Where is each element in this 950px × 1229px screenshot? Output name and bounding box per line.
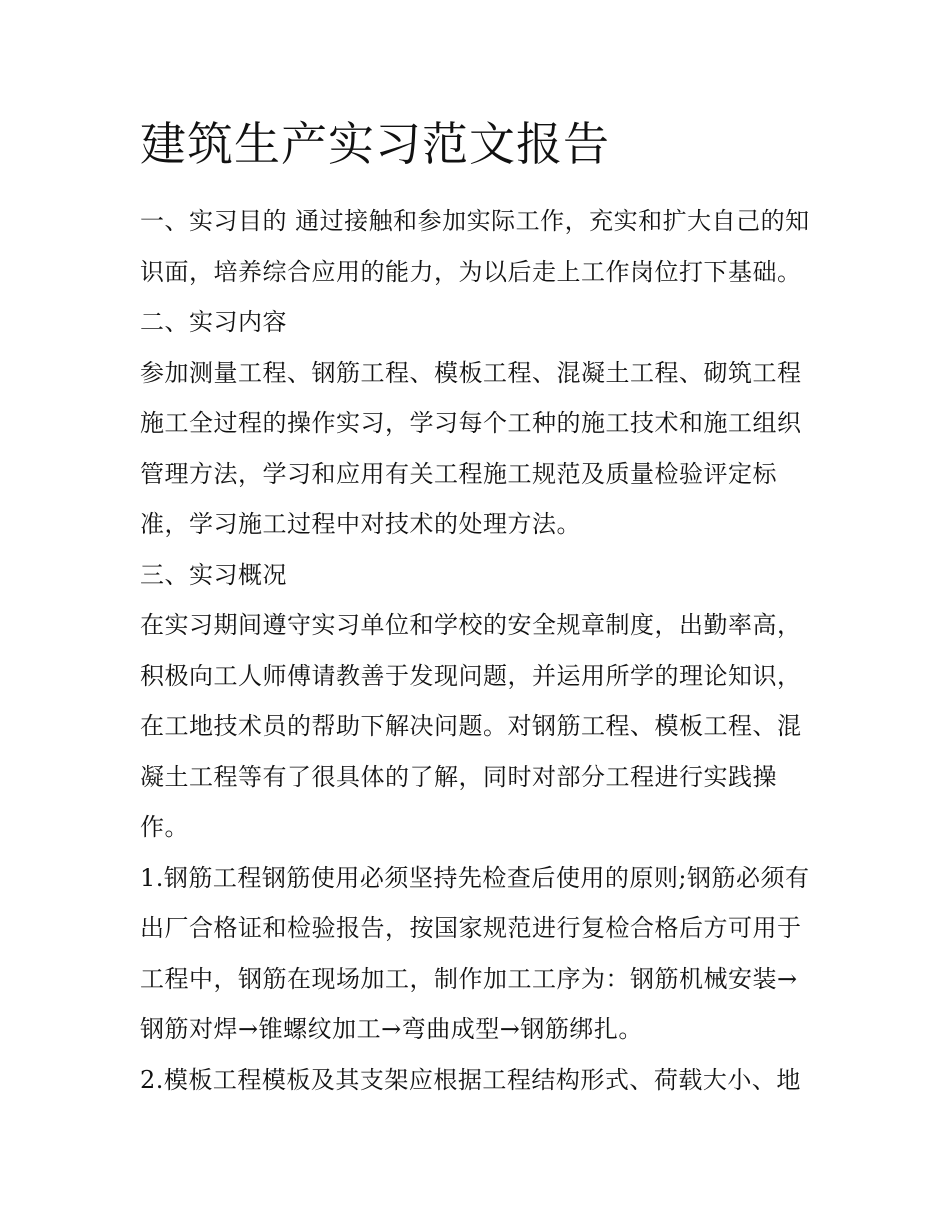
paragraph-rebar-work: 1.钢筋工程钢筋使用必须坚持先检查后使用的原则;钢筋必须有出厂合格证和检验报告，按国家规范进行复检合格后方可用于工程中，钢筋在现场加工，制作加工工序为：钢筋机械安装→钢筋对焊→锥螺纹加工→弯曲成型→钢筋绑扎。 xyxy=(140,863,810,1043)
paragraph-objectives: 一、实习目的 通过接触和参加实际工作，充实和扩大自己的知识面，培养综合应用的能力，为以后走上工作岗位打下基础。 二、实习内容 xyxy=(140,207,810,336)
paragraph-content: 参加测量工程、钢筋工程、模板工程、混凝土工程、砌筑工程施工全过程的操作实习，学习每个工种的施工技术和施工组织管理方法，学习和应用有关工程施工规范及质量检验评定标准，学习施工过程中对技术的处理方法。 xyxy=(140,358,802,538)
section-heading-overview: 三、实习概况 xyxy=(140,560,287,589)
paragraph-overview: 在实习期间遵守实习单位和学校的安全规章制度，出勤率高，积极向工人师傅请教善于发现问题，并运用所学的理论知识，在工地技术员的帮助下解决问题。对钢筋工程、模板工程、混凝土工程等有了很具体的了解，同时对部分工程进行实践操作。 xyxy=(140,611,802,841)
paragraph-formwork: 2.模板工程模板及其支架应根据工程结构形式、荷载大小、地 xyxy=(140,1065,801,1094)
document-page xyxy=(140,112,820,1105)
document-title: 建筑生产实习范文报告 xyxy=(140,117,610,171)
